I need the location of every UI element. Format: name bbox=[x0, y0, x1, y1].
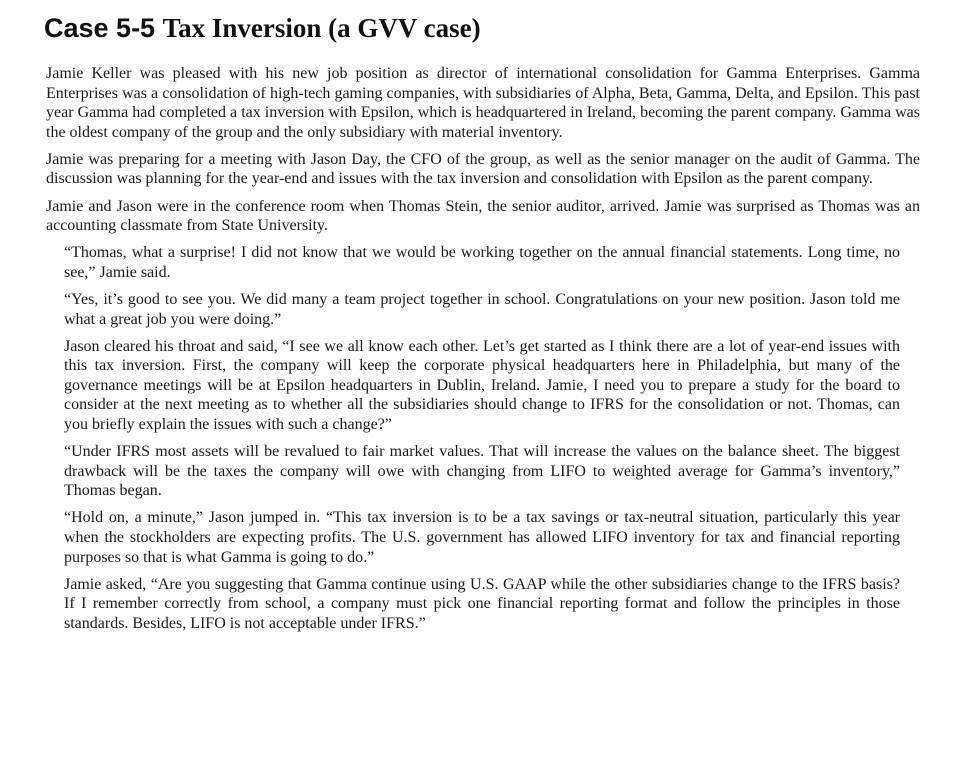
paragraph-meeting-prep: Jamie was preparing for a meeting with Jason Day, the CFO of the group, as well as the senior manager on the audit of Gamma. The discussion was planning for the year-end and issues with the tax inversion and consolidation with Epsilon as the parent company. bbox=[46, 150, 920, 188]
paragraph-arrival: Jamie and Jason were in the conference room when Thomas Stein, the senior auditor, arrived. Jamie was surprised as Thomas was an accounting classmate from State University. bbox=[46, 197, 920, 235]
case-number: Case 5-5 bbox=[44, 13, 156, 43]
dialogue-thomas-ifrs: “Under IFRS most assets will be revalued to fair market values. That will increase the values on the balance sheet. The biggest drawback will be the taxes the company will owe with changing from LIFO to weighted average for Gamma’s inventory,” Thomas began. bbox=[64, 443, 900, 500]
dialogue-thomas-reply: “Yes, it’s good to see you. We did many a team project together in school. Congratulations on your new position. Jason told me what a great job you were doing.” bbox=[64, 290, 900, 328]
dialogue-jamie-greeting: “Thomas, what a surprise! I did not know that we would be working together on the annual financial statements. Long time, no see,” Jamie said. bbox=[64, 244, 900, 281]
dialogue-jason-instructions: Jason cleared his throat and said, “I see we all know each other. Let’s get started as I think there are a lot of year-end issues with this tax inversion. First, the company will keep the corporate physical headquarters here in Philadelphia, but many of the governance meetings will be at Epsilon headquarters in Dublin, Ireland. Jamie, I need you to prepare a study for the board to consider at the next meeting as to whether all the subsidiaries should change to IFRS for the consolidation or not. Thomas, can you briefly explain the issues with such a change?” bbox=[64, 337, 900, 433]
case-title bbox=[44, 10, 481, 46]
dialogue-jamie-question: Jamie asked, “Are you suggesting that Gamma continue using U.S. GAAP while the other subsidiaries change to the IFRS basis? If I remember correctly from school, a company must pick one financial reporting format and follow the principles in those standards. Besides, LIFO is not acceptable under IFRS.” bbox=[64, 575, 900, 632]
paragraph-intro: Jamie Keller was pleased with his new job position as director of international consolidation for Gamma Enterprises. Gamma Enterprises was a consolidation of high-tech gaming companies, with subsidiaries of Alpha, Beta, Gamma, Delta, and Epsilon. This past year Gamma had completed a tax inversion with Epsilon, which is headquartered in Ireland, becoming the parent company. Gamma was the oldest company of the group and the only subsidiary with material inventory. bbox=[46, 65, 920, 141]
dialogue-jason-lifo: “Hold on, a minute,” Jason jumped in. “This tax inversion is to be a tax savings or tax-neutral situation, particularly this year when the stockholders are expecting profits. The U.S. government has allowed LIFO inventory for tax and financial reporting purposes so that is what Gamma is going to do.” bbox=[64, 509, 900, 566]
case-name: Tax Inversion (a GVV case) bbox=[162, 13, 481, 43]
case-body bbox=[46, 64, 920, 641]
